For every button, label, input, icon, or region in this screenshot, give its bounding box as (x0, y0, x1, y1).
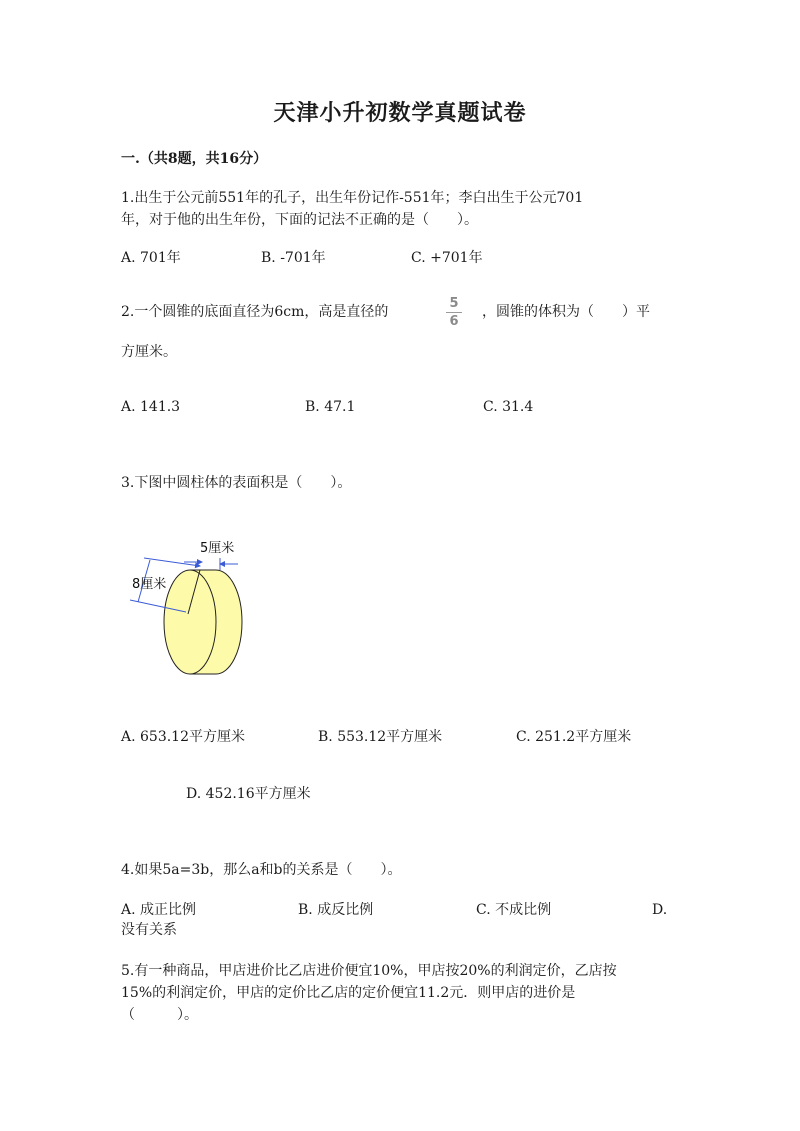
cylinder-figure (120, 530, 260, 680)
question-4-option-c[interactable]: C. 不成比例 (476, 902, 552, 918)
question-5-line-2: 15%的利润定价，甲店的定价比乙店的定价便宜11.2元．则甲店的进价是 (121, 985, 576, 1001)
section-heading: 一.（共8题，共16分） (121, 151, 268, 167)
question-1-option-c[interactable]: C. +701年 (411, 250, 483, 266)
cylinder-front-face (164, 570, 216, 674)
question-2-option-a[interactable]: A. 141.3 (121, 399, 181, 415)
question-1-option-b[interactable]: B. -701年 (261, 250, 326, 266)
fraction-bar (446, 312, 462, 313)
question-4-option-b[interactable]: B. 成反比例 (298, 902, 374, 918)
fraction-five-sixths (444, 296, 464, 329)
question-5-line-3: （ ）。 (121, 1007, 198, 1023)
question-5-line-1: 5.有一种商品，甲店进价比乙店进价便宜10%，甲店按20%的利润定价，乙店按 (121, 963, 617, 979)
question-1-line-2: 年，对于他的出生年份，下面的记法不正确的是（ ）。 (121, 212, 478, 228)
question-2-line-1-part-2: ，圆锥的体积为（ ）平 (482, 304, 650, 320)
question-4-option-a[interactable]: A. 成正比例 (121, 902, 197, 918)
question-4-option-d[interactable]: D. (652, 902, 668, 918)
question-2-line-1-part-1: 2.一个圆锥的底面直径为6cm，高是直径的 (121, 304, 389, 320)
question-3-option-a[interactable]: A. 653.12平方厘米 (121, 729, 245, 745)
question-4-option-d-continued[interactable]: 没有关系 (121, 922, 177, 938)
question-3-option-d[interactable]: D. 452.16平方厘米 (186, 786, 311, 802)
question-3-option-c[interactable]: C. 251.2平方厘米 (516, 729, 632, 745)
question-2-option-c[interactable]: C. 31.4 (483, 399, 534, 415)
fraction-denominator: 6 (449, 314, 459, 329)
question-1-line-1: 1.出生于公元前551年的孔子，出生年份记作-551年；李白出生于公元701 (121, 190, 584, 206)
fraction-numerator: 5 (449, 296, 459, 311)
question-3-line-1: 3.下图中圆柱体的表面积是（ ）。 (121, 475, 352, 491)
question-2-line-2: 方厘米。 (121, 344, 177, 360)
question-4-line-1: 4.如果5a=3b，那么a和b的关系是（ ）。 (121, 862, 402, 878)
figure-label-radius: 8厘米 (132, 577, 167, 592)
figure-label-height: 5厘米 (200, 541, 235, 556)
question-1-option-a[interactable]: A. 701年 (121, 250, 181, 266)
page-title: 天津小升初数学真题试卷 (273, 100, 527, 126)
question-2-option-b[interactable]: B. 47.1 (305, 399, 356, 415)
question-3-option-b[interactable]: B. 553.12平方厘米 (318, 729, 443, 745)
